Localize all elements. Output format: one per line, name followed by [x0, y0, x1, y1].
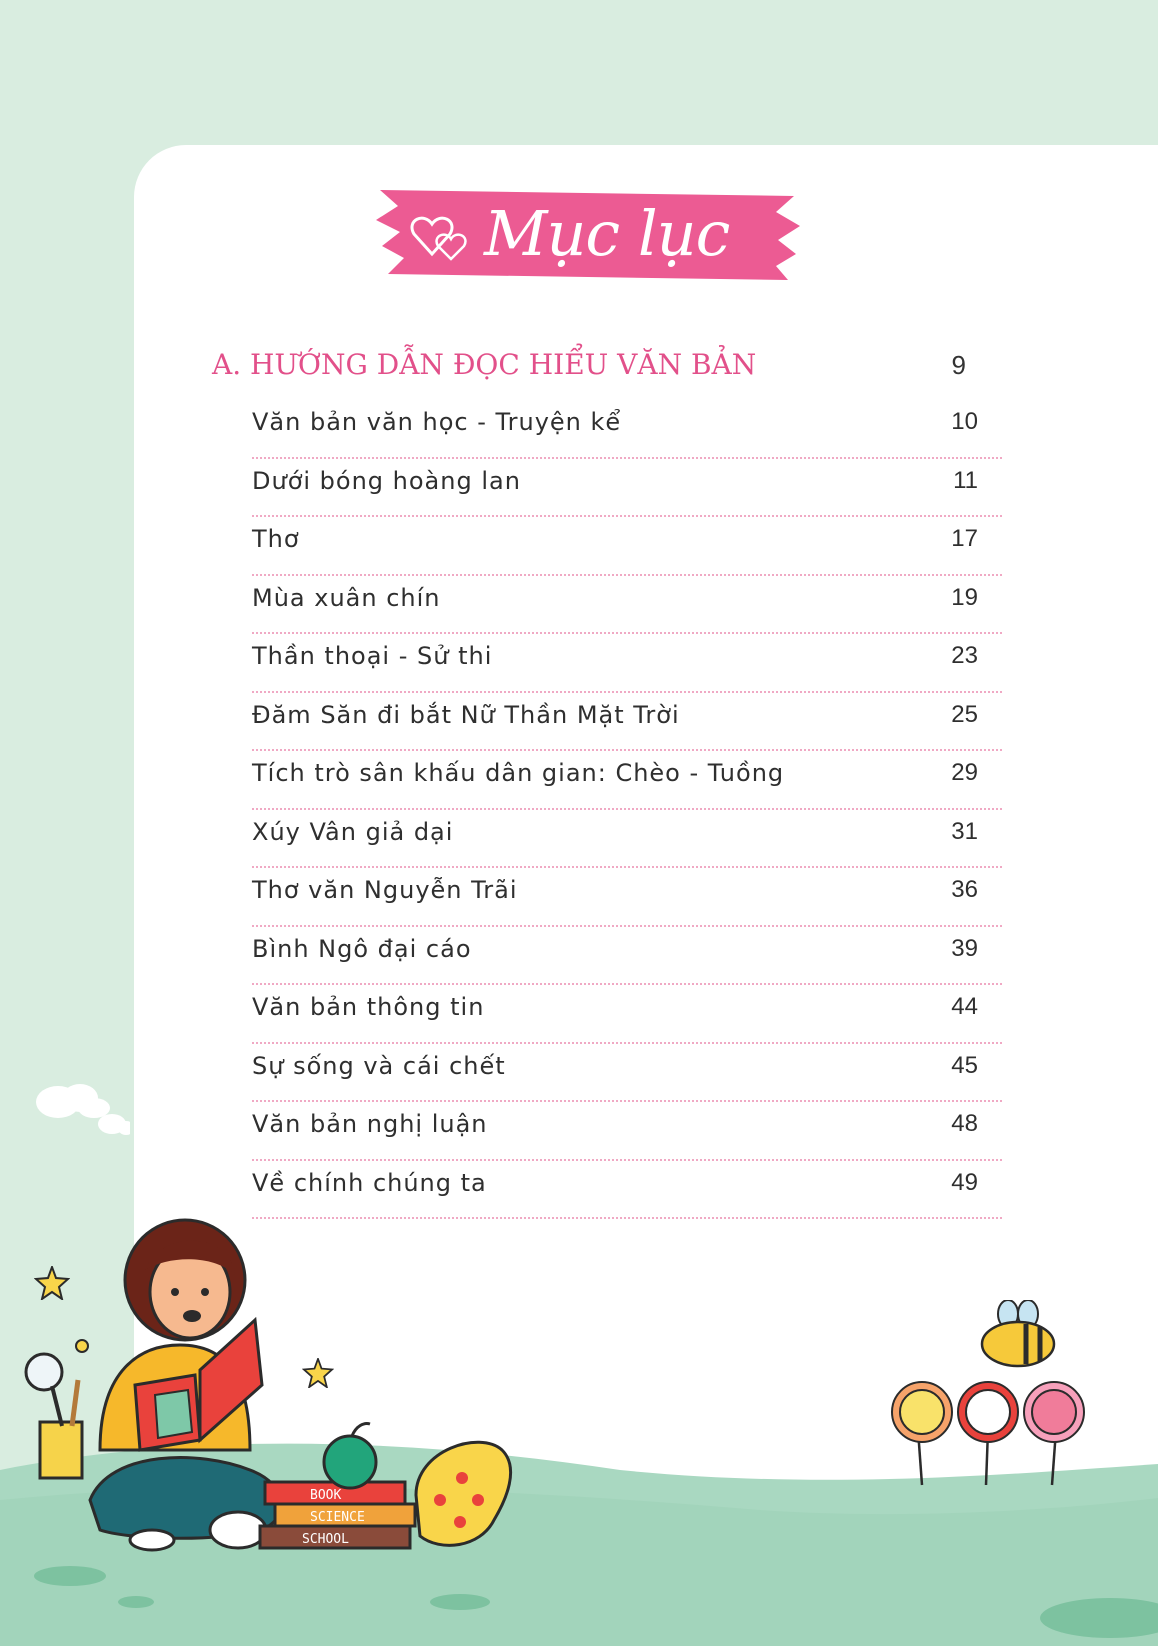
table-of-contents: [212, 340, 1002, 1197]
entry-label: Xúy Vân giả dại: [252, 817, 454, 846]
entry-page: 23: [951, 642, 978, 669]
entry-page: 25: [951, 700, 978, 728]
cloud-icon: [30, 1080, 130, 1140]
entry-label: Mùa xuân chín: [252, 583, 441, 612]
entry-list: [252, 400, 1002, 1219]
title-banner: [376, 186, 800, 282]
entry-label: Thơ văn Nguyễn Trãi: [252, 876, 518, 904]
entry-label: Văn bản thông tin: [252, 993, 485, 1021]
toc-entry[interactable]: [252, 868, 1002, 927]
section-heading[interactable]: [212, 340, 1002, 390]
section-page: 9: [951, 350, 966, 380]
entry-page: 48: [951, 1110, 978, 1137]
entry-label: Văn bản nghị luận: [252, 1110, 488, 1138]
toc-entry[interactable]: [252, 1102, 1002, 1161]
bee-and-flowers-illustration: [888, 1300, 1108, 1490]
toc-entry[interactable]: [252, 927, 1002, 986]
entry-label: Bình Ngô đại cáo: [252, 934, 472, 963]
entry-page: 29: [951, 759, 978, 786]
entry-page: 19: [951, 583, 978, 611]
entry-page: 11: [953, 466, 978, 494]
entry-page: 39: [951, 934, 978, 962]
page-title: Mục lục: [484, 197, 730, 270]
toc-entry[interactable]: [252, 751, 1002, 810]
toc-entry[interactable]: [252, 400, 1002, 459]
entry-label: Sự sống và cái chết: [252, 1051, 506, 1080]
entry-label: Về chính chúng ta: [252, 1168, 487, 1197]
boy-reading-illustration: [20, 1200, 520, 1570]
toc-entry[interactable]: [252, 517, 1002, 576]
entry-label: Thơ: [252, 525, 300, 553]
book-label-school: SCHOOL: [302, 1532, 349, 1547]
entry-page: 17: [951, 525, 978, 552]
toc-entry[interactable]: [252, 810, 1002, 869]
toc-entry[interactable]: [252, 1044, 1002, 1103]
toc-entry[interactable]: [252, 985, 1002, 1044]
entry-page: 10: [951, 408, 978, 435]
book-label-book: BOOK: [310, 1488, 342, 1503]
toc-entry[interactable]: [252, 459, 1002, 518]
entry-label: Thần thoại - Sử thi: [252, 642, 493, 670]
entry-label: Đăm Săn đi bắt Nữ Thần Mặt Trời: [252, 700, 680, 729]
book-label-science: SCIENCE: [310, 1510, 365, 1525]
entry-label: Văn bản văn học - Truyện kể: [252, 408, 622, 436]
entry-page: 49: [951, 1168, 978, 1196]
entry-page: 45: [951, 1051, 978, 1079]
entry-label: Dưới bóng hoàng lan: [252, 466, 521, 495]
toc-entry[interactable]: [252, 634, 1002, 693]
section-label: A. HƯỚNG DẪN ĐỌC HIỂU VĂN BẢN: [212, 348, 757, 381]
toc-entry[interactable]: [252, 693, 1002, 752]
entry-page: 36: [951, 876, 978, 903]
entry-page: 44: [951, 993, 978, 1020]
entry-label: Tích trò sân khấu dân gian: Chèo - Tuồng: [252, 759, 785, 787]
entry-page: 31: [951, 817, 978, 845]
toc-entry[interactable]: [252, 576, 1002, 635]
